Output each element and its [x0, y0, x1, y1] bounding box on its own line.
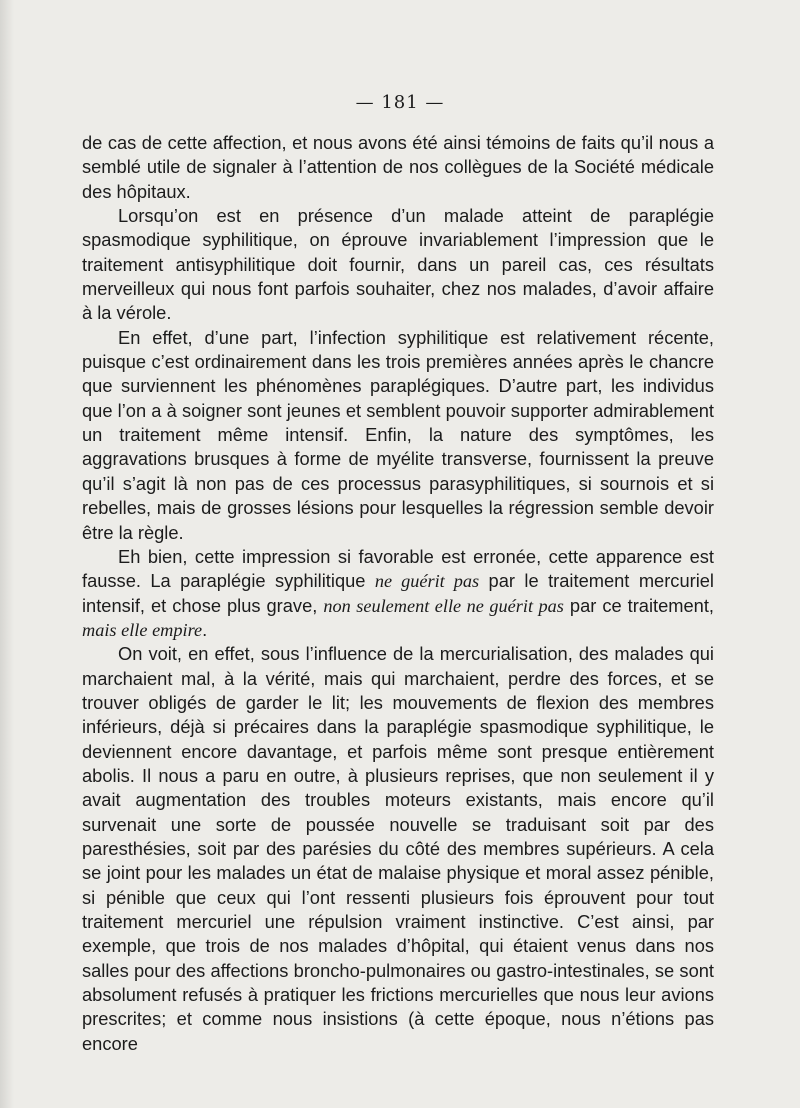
- paragraph: [82, 131, 714, 204]
- paragraph: [82, 204, 714, 326]
- paragraph: [82, 545, 714, 642]
- page-gutter-shadow: [0, 0, 14, 1108]
- italic-emphasis: ne guérit pas: [374, 571, 480, 592]
- text-run: On voit, en effet, sous l’influence de la mercurialisation, des malades qui marchaient mal, à la vérité, mais qui marchaient, perdre des forces, et se trouver obligés de garder le lit; les mouvements de flexion des membres inférieurs, déjà si précaires dans la paraplégie spasmodique syphilitique, le deviennent encore davantage, et parfois même sont presque entièrement abolis. Il nous a paru en outre, à plusieurs reprises, que non seulement il y avait augmentation des troubles moteurs existants, mais encore qu’il survenait une sorte de poussée nouvelle se traduisant soit par des paresthésies, soit par des parésies du côté des membres supérieurs. A cela se joint pour les malades un état de malaise physique et moral assez pénible, si pénible que ceux qui l’ont ressenti plusieurs fois éprouvent pour tout traitement mercuriel une répulsion vraiment instinctive. C’est ainsi, par exemple, que trois de nos malades d’hôpital, qui étaient venus dans nos salles pour des affections broncho-pulmonaires ou gastro-intestinales, se sont absolument refusés à pratiquer les frictions mercurielles que nous leur avions prescrites; et comme nous insistions (à cette époque, nous n’étions pas encore: [82, 643, 714, 1054]
- body-text: [82, 131, 714, 1056]
- text-run: par le traitement mercuriel intensif, et chose plus grave,: [82, 570, 714, 616]
- paragraph: [82, 642, 714, 1056]
- text-run: En effet, d’une part, l’infection syphilitique est relativement récente, puisque c’est ordinairement dans les trois premières années après le chancre que surviennent les phénomènes paraplégiques. D’autre part, les individus que l’on a à soigner sont jeunes et semblent pouvoir supporter admirablement un traitement même intensif. Enfin, la nature des symptômes, les aggravations brusques à forme de myélite transverse, fournissent la preuve qu’il s’agit là non pas de ces processus parasyphilitiques, si sournois et si rebelles, mais de grosses lésions pour lesquelles la régression semble devoir être la règle.: [82, 326, 714, 543]
- italic-emphasis: mais elle empire: [82, 619, 203, 640]
- italic-emphasis: non seulement elle ne guérit pas: [323, 595, 564, 616]
- paragraph: [82, 326, 714, 545]
- text-run: .: [202, 618, 208, 640]
- text-run: Lorsqu’on est en présence d’un malade atteint de paraplégie spasmodique syphilitique, on éprouve invariablement l’impression que le traitement antisyphilitique doit fournir, dans un pareil cas, ces résultats merveilleux qui nous font parfois souhaiter, chez nos malades, d’avoir affaire à la vérole.: [82, 205, 714, 324]
- text-run: Eh bien, cette impression si favorable est erronée, cette apparence est fausse. La paraplégie syphilitique: [82, 545, 714, 592]
- text-run: par ce traitement,: [563, 594, 714, 616]
- text-run: de cas de cette affection, et nous avons été ainsi témoins de faits qu’il nous a semblé utile de signaler à l’attention de nos collègues de la Société médicale des hôpitaux.: [82, 132, 714, 202]
- page-number: — 181 —: [355, 92, 445, 113]
